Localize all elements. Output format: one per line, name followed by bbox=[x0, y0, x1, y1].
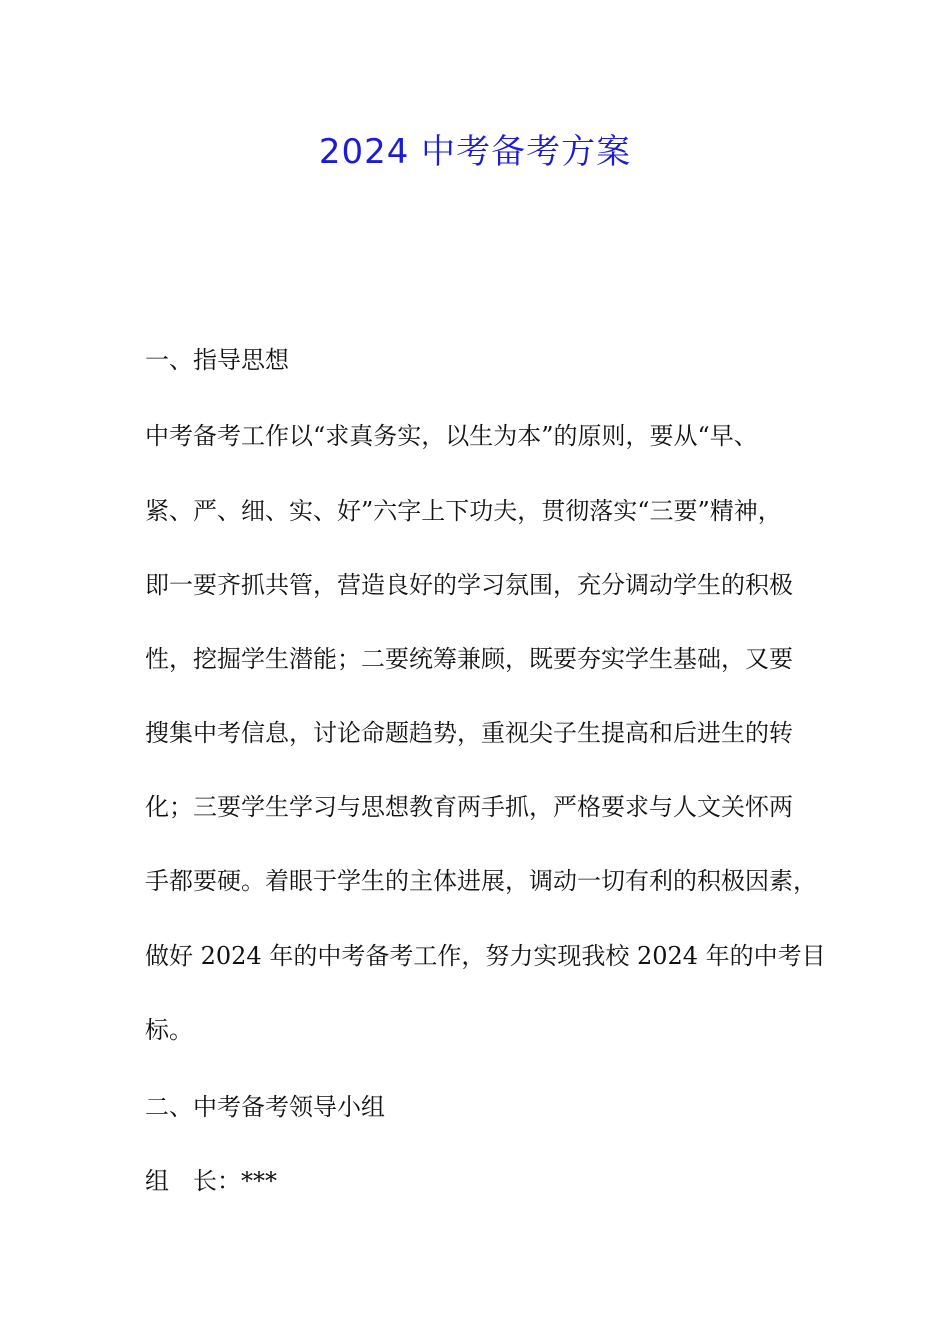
document-title: 2024 中考备考方案 bbox=[318, 132, 632, 172]
paragraph-line: 标。 bbox=[145, 1016, 193, 1044]
paragraph-line: 做好 2024 年的中考备考工作，努力实现我校 2024 年的中考目 bbox=[145, 942, 826, 970]
section-2-heading: 二、中考备考领导小组 bbox=[145, 1093, 385, 1121]
paragraph-line: 搜集中考信息，讨论命题趋势，重视尖子生提高和后进生的转 bbox=[145, 719, 793, 747]
paragraph-line: 手都要硬。着眼于学生的主体进展，调动一切有利的积极因素， bbox=[145, 867, 817, 895]
paragraph-line: 中考备考工作以“求真务实，以生为本”的原则，要从“早、 bbox=[145, 422, 758, 450]
paragraph-line: 化；三要学生学习与思想教育两手抓，严格要求与人文关怀两 bbox=[145, 793, 793, 821]
paragraph-line: 即一要齐抓共管，营造良好的学习氛围，充分调动学生的积极 bbox=[145, 571, 793, 599]
leader-line: 组 长：*** bbox=[145, 1167, 277, 1195]
paragraph-line: 紧、严、细、实、好”六字上下功夫，贯彻落实“三要”精神， bbox=[145, 497, 782, 525]
section-1-heading: 一、指导思想 bbox=[145, 346, 289, 374]
paragraph-line: 性，挖掘学生潜能；二要统筹兼顾，既要夯实学生基础，又要 bbox=[145, 645, 793, 673]
